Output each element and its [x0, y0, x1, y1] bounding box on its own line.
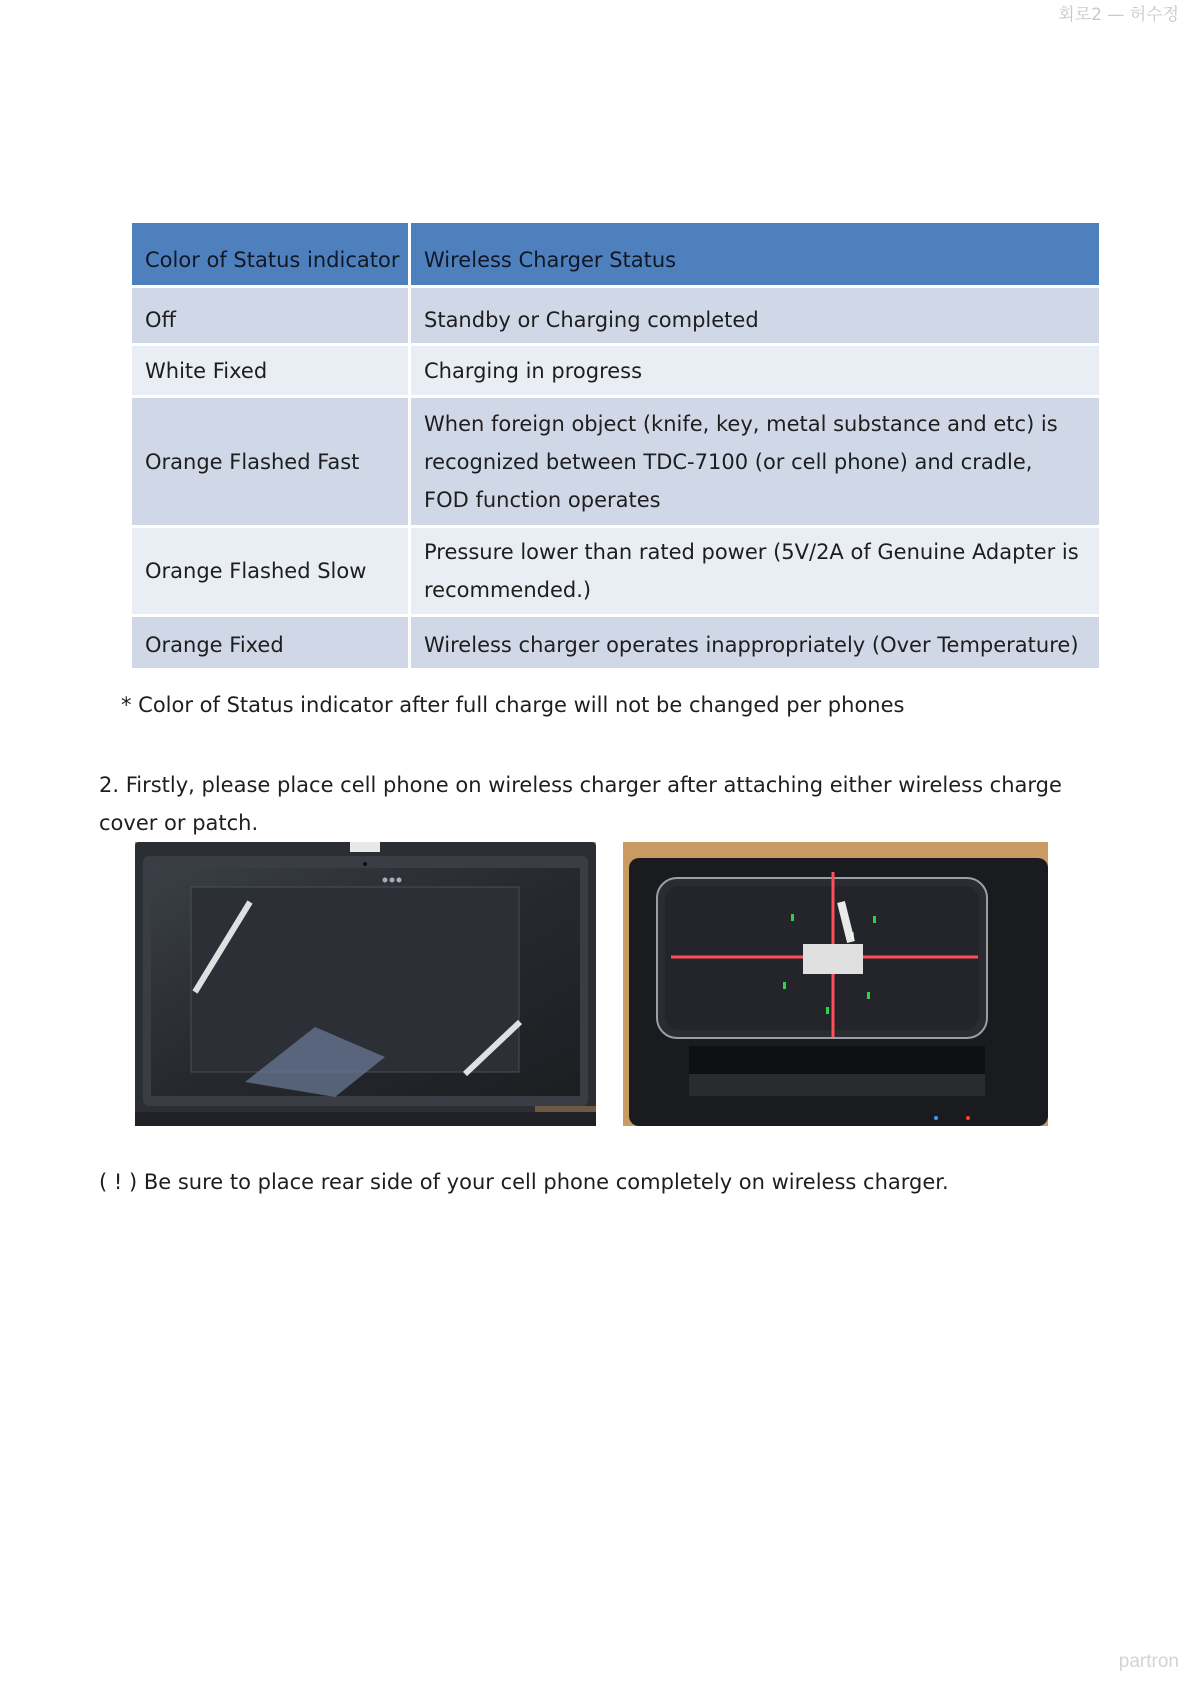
table-row: [132, 285, 1099, 343]
status-line: recognized between TDC-7100 (or cell phone) and cradle,: [424, 449, 1033, 474]
table-row: [132, 614, 1099, 668]
status-line: When foreign object (knife, key, metal substance and etc) is: [424, 411, 1058, 436]
cell-status: [411, 343, 1099, 395]
tablet-on-charger-photo: [135, 842, 596, 1126]
step-2-text: 2. Firstly, please place cell phone on wireless charger after attaching either wireless charge cover or patch.: [99, 773, 1062, 835]
table-row: [132, 395, 1099, 525]
status-line: Pressure lower than rated power (5V/2A of Genuine Adapter is: [424, 540, 1079, 564]
table-header-row: [132, 223, 1099, 285]
header-stamp: 회로2 — 허수정: [1058, 5, 1179, 25]
cell-status: [411, 525, 1099, 614]
phone-on-charger-photo: [623, 842, 1048, 1126]
cell-status: [411, 614, 1099, 668]
status-line: FOD function operates: [424, 487, 661, 512]
cell-color: White Fixed: [132, 343, 411, 395]
header-color: Color of Status indicator: [132, 223, 411, 285]
cell-color: Orange Flashed Fast: [132, 395, 411, 525]
table-row: [132, 525, 1099, 614]
header-status: Wireless Charger Status: [411, 223, 1099, 285]
phone-image: [623, 842, 1048, 1126]
cell-color: Off: [132, 285, 411, 343]
status-line: Wireless charger operates inappropriately (Over Temperature): [424, 632, 1079, 657]
warning-text: ( ! ) Be sure to place rear side of your cell phone completely on wireless charger.: [99, 1170, 949, 1194]
status-line: Standby or Charging completed: [424, 307, 759, 332]
cell-status: [411, 395, 1099, 525]
cell-color: Orange Flashed Slow: [132, 525, 411, 614]
status-line: Charging in progress: [424, 358, 643, 383]
note-text: * Color of Status indicator after full charge will not be changed per phones: [121, 693, 905, 717]
table-row: [132, 343, 1099, 395]
tablet-image: [135, 842, 596, 1126]
status-table: [132, 223, 1099, 668]
status-line: recommended.): [424, 578, 592, 602]
cell-status: [411, 285, 1099, 343]
footer-stamp: partron: [1118, 1651, 1179, 1672]
cell-color: Orange Fixed: [132, 614, 411, 668]
